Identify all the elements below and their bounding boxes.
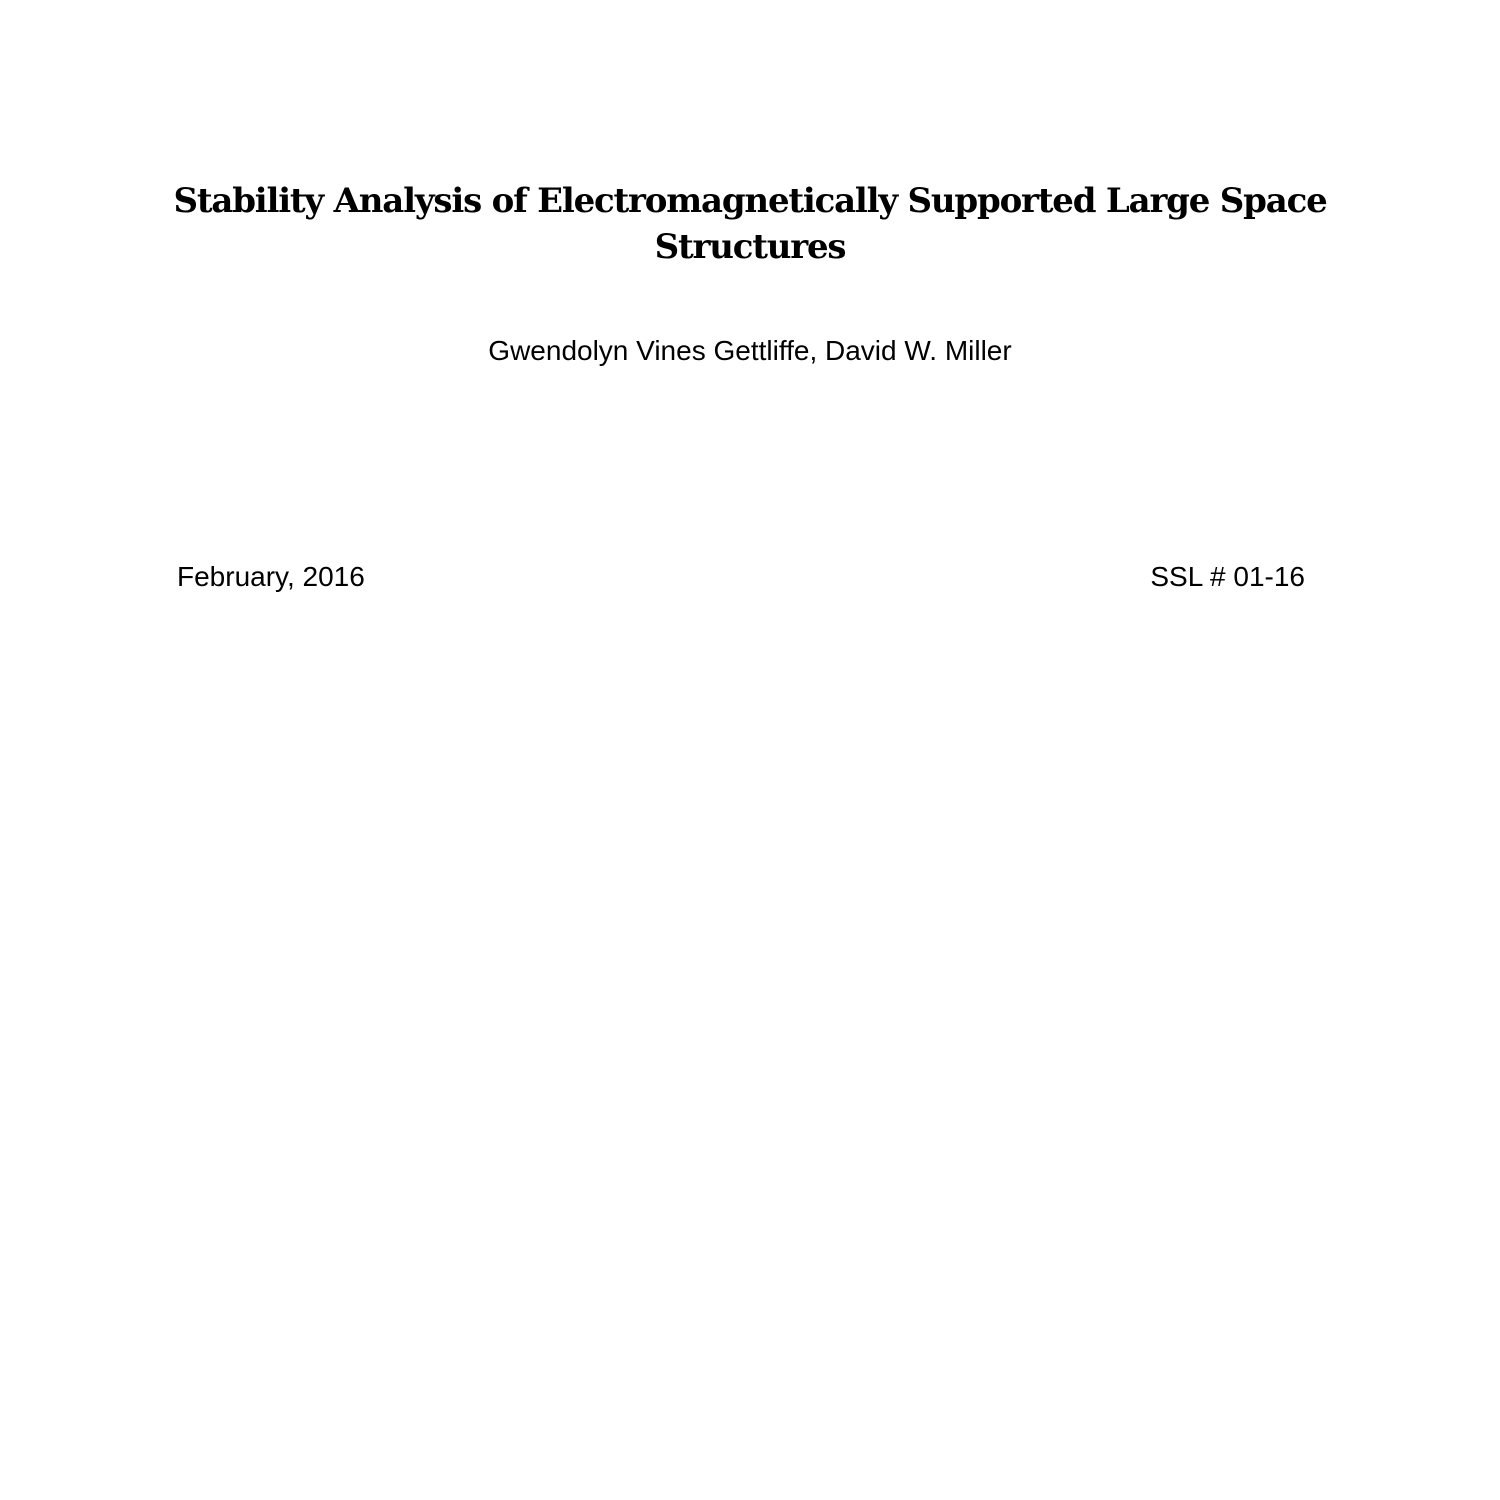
publication-date: February, 2016 xyxy=(177,561,365,592)
report-number: SSL # 01-16 xyxy=(1150,561,1305,592)
title-line-1: Stability Analysis of Electromagnetically Supported Large Space xyxy=(173,181,1327,221)
document-title xyxy=(150,178,1350,270)
author-list: Gwendolyn Vines Gettliffe, David W. Miller xyxy=(488,335,1012,366)
title-line-2: Structures xyxy=(654,227,846,267)
